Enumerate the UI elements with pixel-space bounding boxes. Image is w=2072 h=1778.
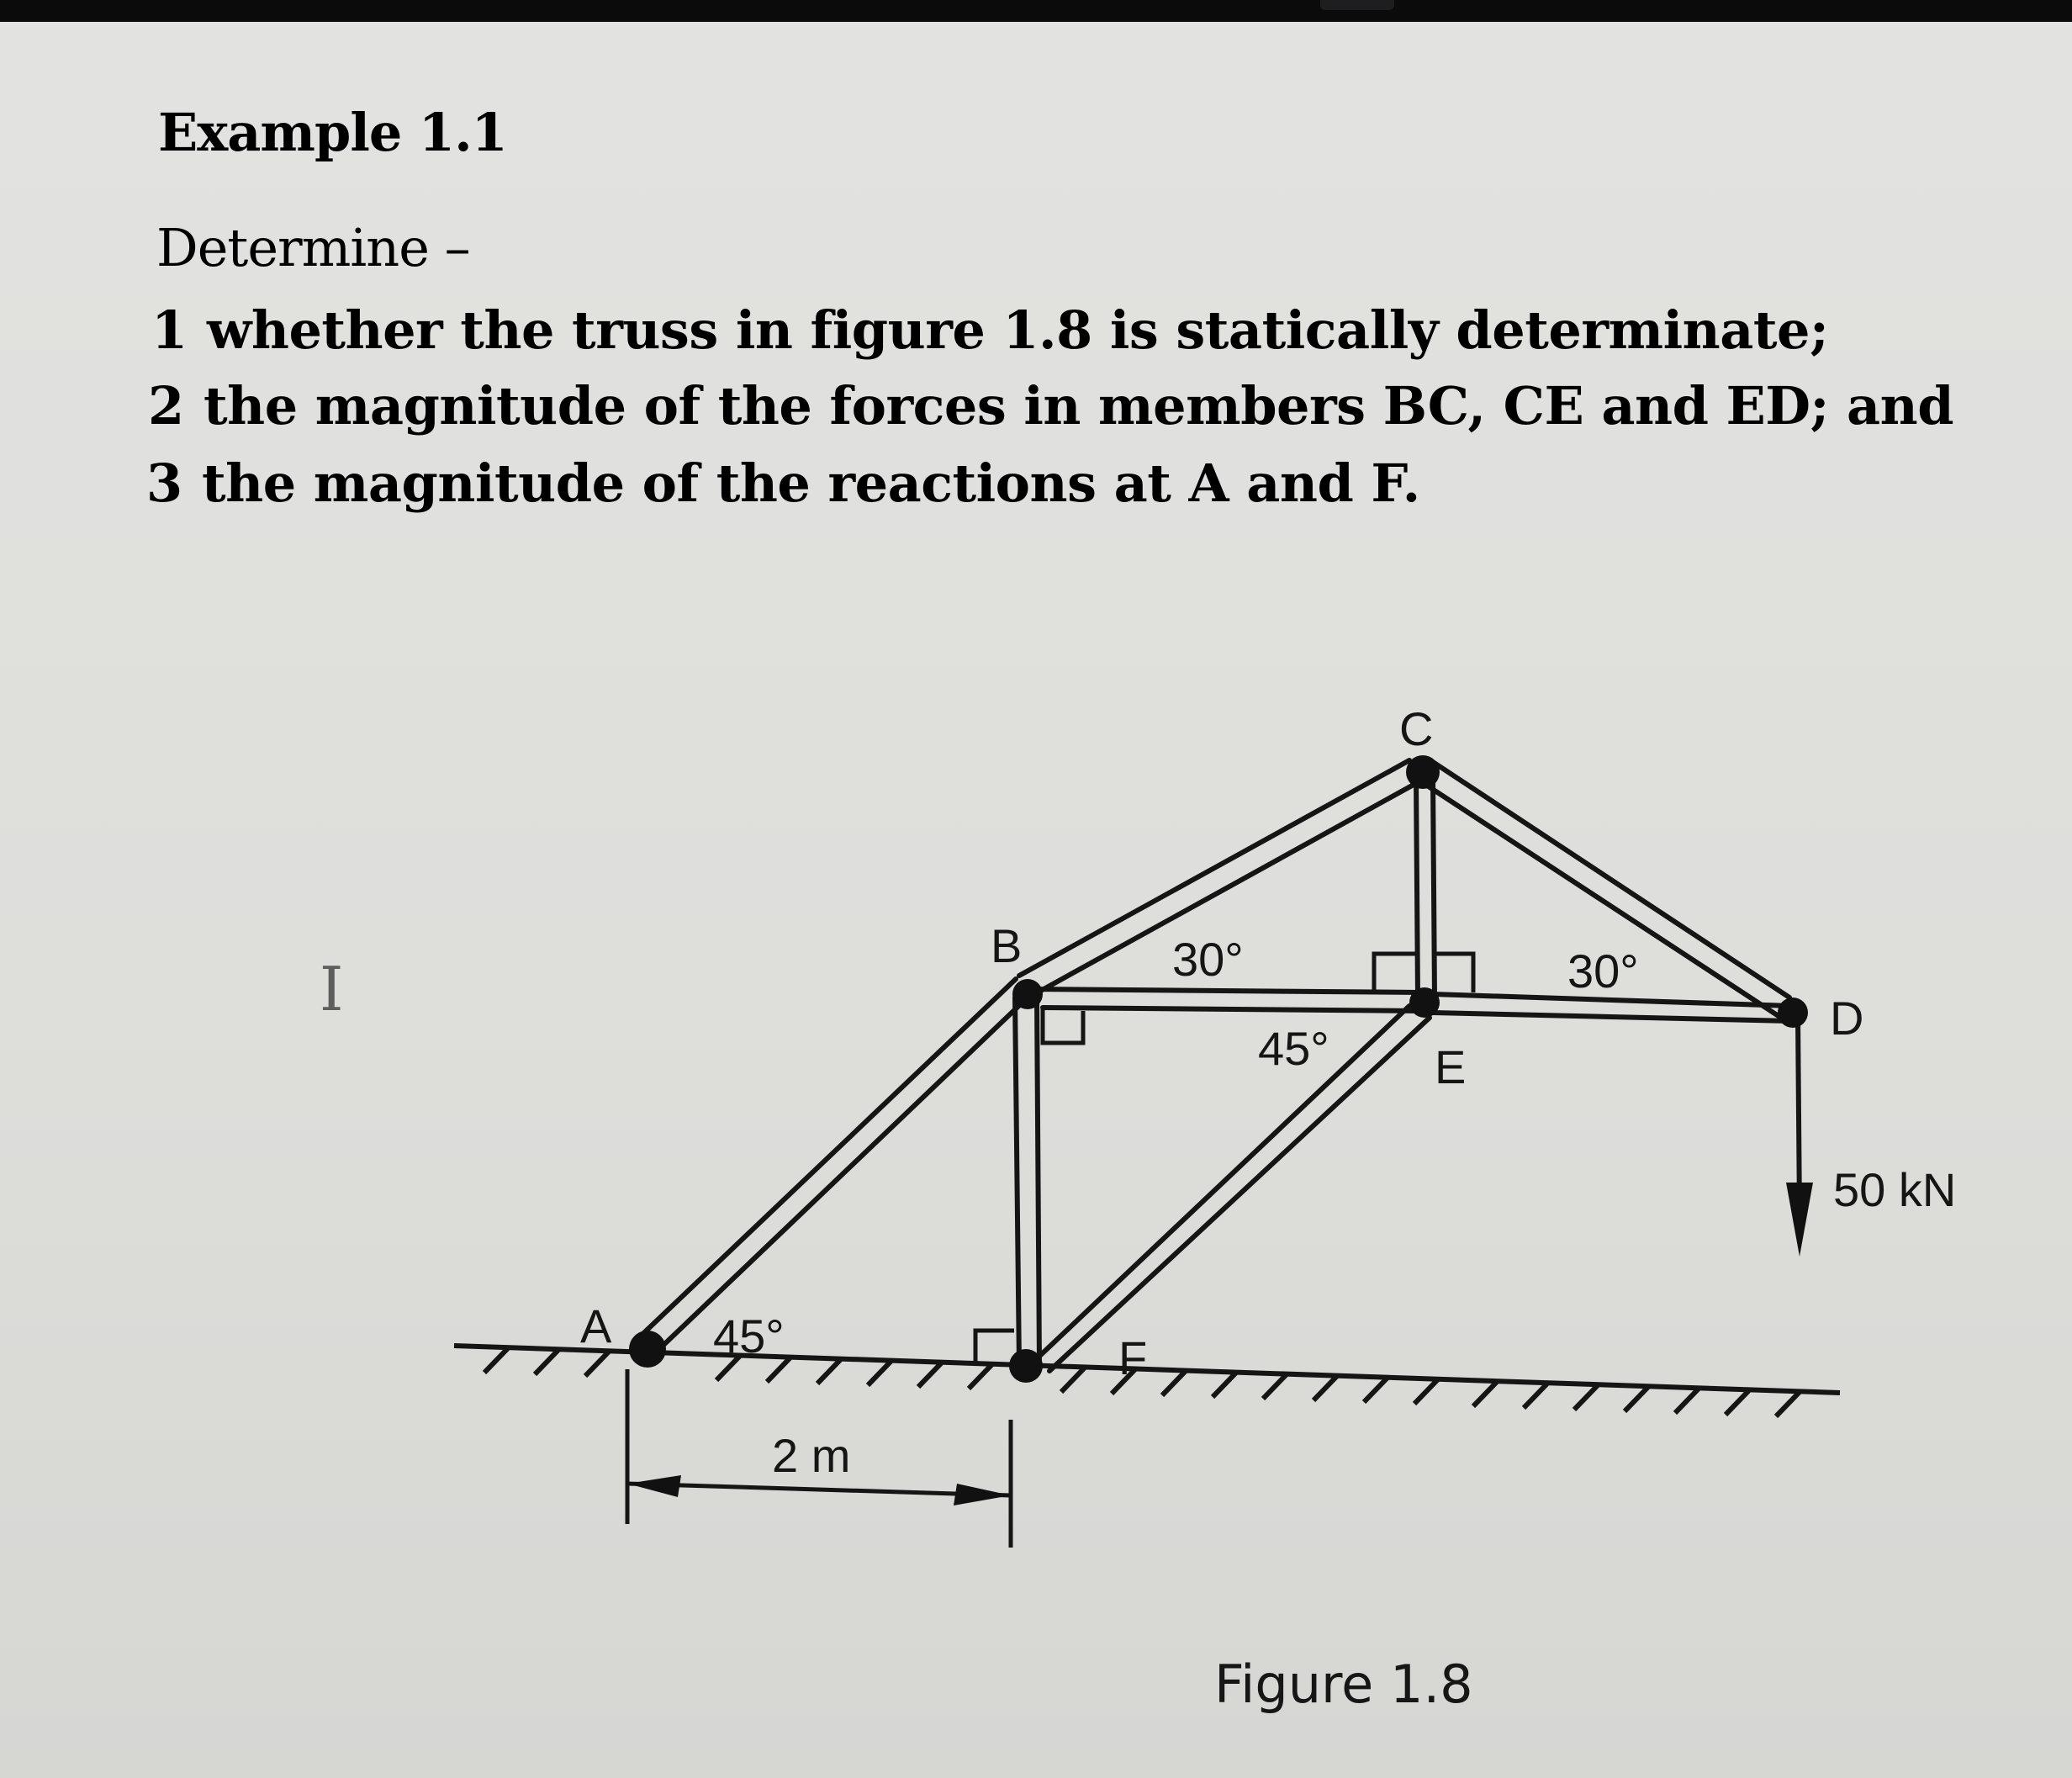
example-title: Example 1.1 (158, 102, 507, 163)
dimension-arrow-right-icon (954, 1484, 1011, 1505)
node-label-F: F (1118, 1331, 1148, 1384)
angle-label-D: 30° (1567, 945, 1639, 997)
joint-B (1012, 979, 1043, 1009)
member-AB (636, 979, 1028, 1349)
node-label-C: C (1399, 702, 1434, 755)
joint-A (629, 1331, 666, 1368)
node-label-E: E (1435, 1040, 1467, 1093)
dimension-label: 2 m (772, 1429, 851, 1482)
joint-E (1409, 987, 1440, 1018)
node-label-A: A (580, 1299, 612, 1352)
member-CE (1416, 779, 1435, 997)
load-label: 50 kN (1833, 1163, 1957, 1216)
angle-label-B: 30° (1172, 933, 1244, 986)
member-EF (1031, 1006, 1430, 1371)
joints (629, 755, 1808, 1383)
joint-C (1406, 755, 1440, 789)
page (0, 22, 2072, 1778)
question-text: whether the truss in figure 1.8 is statically determinate; (207, 299, 1829, 361)
angle-label-A: 45° (713, 1310, 785, 1363)
load-arrow-icon (1786, 1183, 1813, 1257)
bezel-notch (1320, 0, 1394, 10)
dimension-arrow-left-icon (627, 1475, 681, 1497)
screen-top-bezel (0, 0, 2072, 22)
determine-lead: Determine – (156, 217, 470, 278)
question-text: the magnitude of the reactions at A and F. (202, 452, 1420, 514)
member-BF (1015, 997, 1039, 1366)
question-number: 1 (151, 299, 188, 361)
question-number: 3 (146, 452, 182, 514)
angle-label-E: 45° (1258, 1022, 1329, 1075)
figure-caption: Figure 1.8 (1214, 1654, 1473, 1715)
question-number: 2 (148, 375, 184, 437)
question-text: the magnitude of the forces in members BC, CE and ED; and (204, 375, 1954, 437)
node-label-D: D (1830, 992, 1864, 1045)
joint-F (1009, 1349, 1043, 1383)
node-label-B: B (991, 919, 1023, 972)
joint-D (1778, 997, 1808, 1028)
text-cursor-icon: I (320, 954, 344, 1024)
truss-figure (0, 22, 2072, 1778)
member-ED (1433, 994, 1791, 1021)
member-BE (1028, 989, 1421, 1011)
